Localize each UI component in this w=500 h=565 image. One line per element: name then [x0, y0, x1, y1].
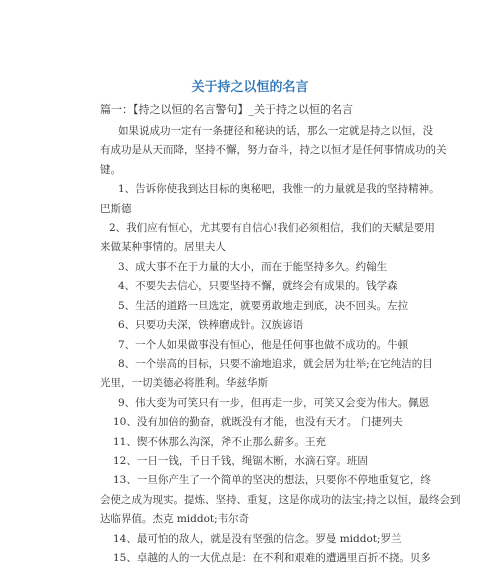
- quote-line: 3、成大事不在于力量的大小，而在于能坚持多久。约翰生: [118, 261, 388, 273]
- quote-line: 14、最可怕的敌人，就是没有坚强的信念。罗曼 middot;罗兰: [113, 533, 402, 545]
- quote-line: 1、告诉你使我到达目标的奥秘吧，我惟一的力量就是我的坚持精神。: [118, 183, 440, 195]
- quote-line: 10、没有加倍的勤奋，就既没有才能，也没有天才。 门捷列夫: [113, 416, 403, 428]
- quote-line: 2、我们应有恒心，尤其要有自信心!我们必须相信，我们的天赋是要用: [109, 222, 435, 234]
- document-subtitle: 篇一：【持之以恒的名言警句】_关于持之以恒的名言: [100, 103, 353, 116]
- paragraph-line: 键。: [100, 164, 121, 176]
- quote-line: 巴斯德: [100, 203, 132, 215]
- quote-line: 11、锲不休那么沟深，斧不止那么薪多。王充: [113, 436, 326, 448]
- quote-line: 达临界值。杰克 middot;韦尔奇: [100, 513, 250, 525]
- quote-line: 光里，一切美德必将胜利。华兹华斯: [100, 377, 268, 389]
- quote-line: 9、伟大变为可笑只有一步，但再走一步，可笑又会变为伟大。佩恩: [118, 397, 430, 409]
- quote-line: 会使之成为现实。提炼、坚持、重复，这是你成功的法宝;持之以恒，最终会到: [100, 494, 461, 506]
- quote-line: 7、一个人如果做事没有恒心，他是任何事也做不成功的。牛顿: [118, 339, 409, 351]
- paragraph-line: 如果说成功一定有一条捷径和秘诀的话，那么一定就是持之以恒，没: [118, 125, 433, 137]
- quote-line: 8、一个崇高的目标，只要不渝地追求，就会居为壮举;在它纯洁的目: [118, 358, 433, 370]
- quote-line: 来做某种事情的。居里夫人: [100, 241, 226, 253]
- quote-line: 5、生活的道路一旦选定，就要勇敢地走到底，决不回头。左拉: [118, 300, 409, 312]
- quote-line: 12、一日一钱，千日千钱，绳锯木断，水滴石穿。班固: [113, 455, 368, 467]
- quote-line: 13、一旦你产生了一个简单的坚决的想法，只要你不停地重复它，终: [113, 474, 431, 486]
- quote-line: 15、卓越的人的一大优点是：在不利和艰难的遭遇里百折不挠。贝多: [113, 552, 431, 564]
- paragraph-line: 有成功是从天而降，坚持不懈，努力奋斗，持之以恒才是任何事情成功的关: [100, 144, 447, 156]
- quote-line: 6、只要功夫深，铁棒磨成针。汉族谚语: [118, 319, 304, 331]
- document-title: 关于持之以恒的名言: [191, 80, 309, 95]
- quote-line: 4、不要失去信心，只要坚持不懈，就终会有成果的。钱学森: [118, 280, 398, 292]
